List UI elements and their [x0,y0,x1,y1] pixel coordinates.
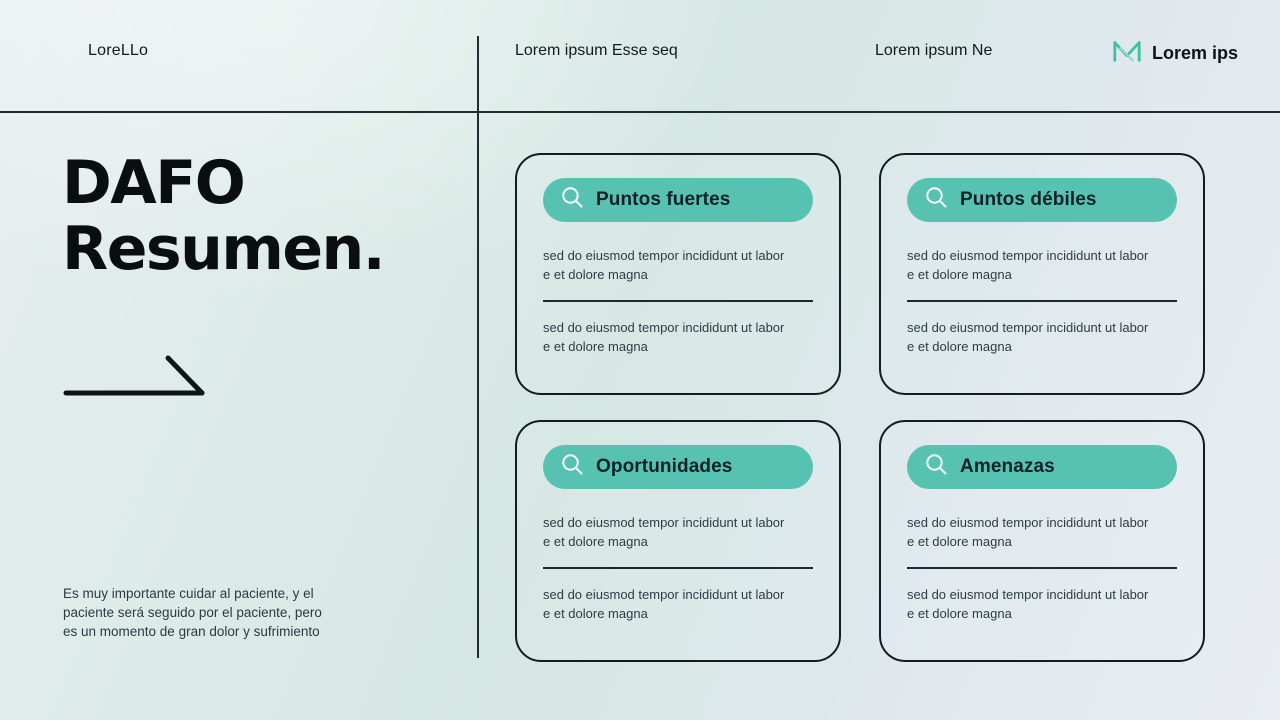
card-title: Oportunidades [596,456,733,477]
nav-item-center[interactable]: Lorem ipsum Esse seq [515,42,678,59]
card-header-pill[interactable] [907,178,1177,222]
card-header-pill[interactable] [543,445,813,489]
entry-line: e et dolore magna [543,267,648,283]
entry-divider [907,567,1177,569]
nav-item-right[interactable]: Lorem ipsum Ne [875,42,993,59]
card-title: Puntos débiles [960,189,1097,210]
card-title: Amenazas [960,456,1055,477]
entry-divider [543,300,813,302]
entry-line: sed do eiusmod tempor incididunt ut labor [907,248,1149,263]
search-icon [924,452,949,482]
card-entry [907,513,1177,551]
entry-line: e et dolore magna [907,606,1012,622]
entry-line: sed do eiusmod tempor incididunt ut labor [907,587,1149,603]
card-entry [543,246,813,284]
logo[interactable] [1112,38,1238,69]
swot-card-opportunities [515,420,841,662]
swot-card-strengths [515,153,841,395]
search-icon [560,452,585,482]
entry-line: sed do eiusmod tempor incididunt ut labor [543,515,785,530]
entry-line: sed do eiusmod tempor incididunt ut labor [907,515,1149,530]
card-entry [543,585,813,623]
search-icon [560,185,585,215]
card-entry [907,318,1177,356]
footnote-text [63,584,322,641]
card-header-pill[interactable] [907,445,1177,489]
brand-label: LoreLLo [88,42,149,59]
entry-line: sed do eiusmod tempor incididunt ut labor [543,587,785,603]
card-title: Puntos fuertes [596,189,731,210]
swot-card-weaknesses [879,153,1205,395]
card-entry [907,585,1177,623]
page-title-line1: DAFO [62,148,245,218]
card-header-pill[interactable] [543,178,813,222]
card-entry [543,513,813,551]
m-monogram-icon [1112,38,1142,69]
header-divider [0,111,1280,113]
footnote-line3: es un momento de gran dolor y sufrimiento [63,624,320,640]
entry-line: e et dolore magna [543,339,648,355]
entry-line: e et dolore magna [907,534,1012,550]
entry-divider [907,300,1177,302]
logo-text: Lorem ips [1152,43,1239,63]
entry-line: e et dolore magna [907,339,1012,355]
search-icon [924,185,949,215]
entry-line: sed do eiusmod tempor incididunt ut labor [907,320,1149,336]
page-title-line2: Resumen. [62,214,385,284]
entry-divider [543,567,813,569]
entry-line: e et dolore magna [907,267,1012,283]
entry-line: e et dolore magna [543,534,648,550]
card-entry [543,318,813,356]
vertical-divider [477,36,479,658]
entry-line: e et dolore magna [543,606,648,622]
page-title [62,150,384,282]
arrow-right-icon [62,352,210,403]
footnote-line2: paciente será seguido por el paciente, pero [63,605,322,621]
entry-line: sed do eiusmod tempor incididunt ut labor [543,248,785,263]
swot-card-threats [879,420,1205,662]
entry-line: sed do eiusmod tempor incididunt ut labor [543,320,785,336]
footnote-line1: Es muy importante cuidar al paciente, y el [63,586,314,601]
card-entry [907,246,1177,284]
